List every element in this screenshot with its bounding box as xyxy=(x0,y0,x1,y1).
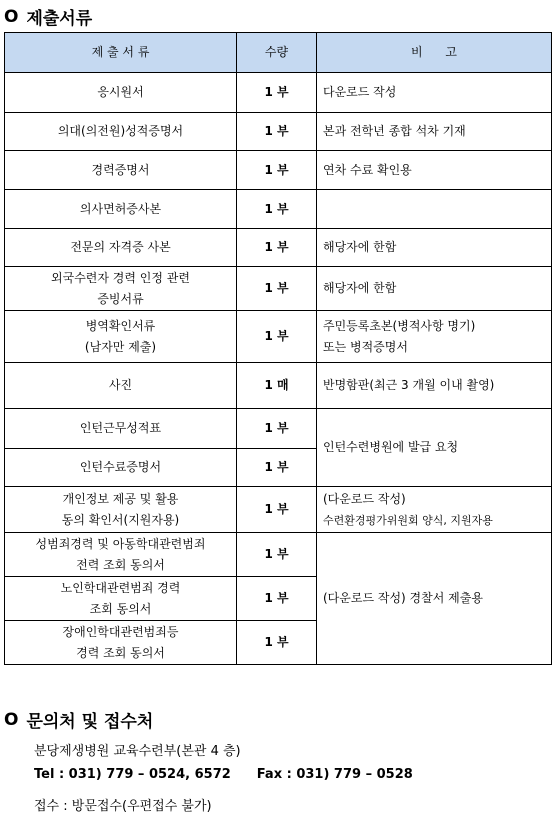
header-note: 비 고 xyxy=(317,33,552,73)
doc-name: 노인학대관련범죄 경력 조회 동의서 xyxy=(5,577,237,621)
doc-name: 병역확인서류 (남자만 제출) xyxy=(5,311,237,363)
doc-note xyxy=(317,190,552,229)
doc-name: 장애인학대관련범죄등 경력 조회 동의서 xyxy=(5,621,237,665)
table-row xyxy=(5,267,552,311)
doc-note: 해당자에 한함 xyxy=(317,229,552,267)
doc-qty: 1 매 xyxy=(237,363,317,409)
doc-note: 인턴수련병원에 발급 요청 xyxy=(317,409,552,487)
doc-name: 개인정보 제공 및 활용 동의 확인서(지원자용) xyxy=(5,487,237,533)
table-row xyxy=(5,533,552,577)
section-title-text: 제출서류 xyxy=(26,9,93,29)
doc-name: 사진 xyxy=(5,363,237,409)
doc-note: 해당자에 한함 xyxy=(317,267,552,311)
header-name: 제 출 서 류 xyxy=(5,33,237,73)
header-qty: 수량 xyxy=(237,33,317,73)
contact-department: 분당제생병원 교육수련부(본관 4 층) xyxy=(34,744,241,759)
table-row xyxy=(5,190,552,229)
doc-qty: 1 부 xyxy=(237,229,317,267)
doc-qty: 1 부 xyxy=(237,409,317,449)
doc-note: 연차 수료 확인용 xyxy=(317,151,552,190)
doc-qty: 1 부 xyxy=(237,487,317,533)
table-row xyxy=(5,229,552,267)
doc-name: 의대(의전원)성적증명서 xyxy=(5,113,237,151)
contact-fax: Fax : 031) 779 – 0528 xyxy=(256,767,413,782)
doc-note: 본과 전학년 종합 석차 기재 xyxy=(317,113,552,151)
section-title-contact xyxy=(4,707,153,732)
doc-name: 성범죄경력 및 아동학대관련범죄 전력 조회 동의서 xyxy=(5,533,237,577)
doc-qty: 1 부 xyxy=(237,267,317,311)
table-row xyxy=(5,487,552,533)
table-row xyxy=(5,311,552,363)
doc-note: (다운로드 작성) 수련환경평가위원회 양식, 지원자용 xyxy=(317,487,552,533)
doc-note: (다운로드 작성) 경찰서 제출용 xyxy=(317,533,552,665)
doc-name: 외국수련자 경력 인정 관련 증빙서류 xyxy=(5,267,237,311)
contact-phone-line xyxy=(34,767,413,782)
doc-qty: 1 부 xyxy=(237,311,317,363)
table-row xyxy=(5,113,552,151)
doc-qty: 1 부 xyxy=(237,190,317,229)
doc-name: 인턴수료증명서 xyxy=(5,449,237,487)
table-row xyxy=(5,73,552,113)
doc-name: 의사면허증사본 xyxy=(5,190,237,229)
doc-qty: 1 부 xyxy=(237,449,317,487)
doc-name: 전문의 자격증 사본 xyxy=(5,229,237,267)
contact-receipt: 접수 : 방문접수(우편접수 불가) xyxy=(34,799,212,814)
section-title-text: 문의처 및 접수처 xyxy=(26,712,154,732)
doc-note: 주민등록초본(병적사항 명기) 또는 병적증명서 xyxy=(317,311,552,363)
table-row xyxy=(5,363,552,409)
table-header-row xyxy=(5,33,552,73)
doc-qty: 1 부 xyxy=(237,113,317,151)
doc-note: 반명함판(최근 3 개월 이내 촬영) xyxy=(317,363,552,409)
doc-name: 응시원서 xyxy=(5,73,237,113)
table-row xyxy=(5,409,552,449)
contact-tel: Tel : 031) 779 – 0524, 6572 xyxy=(34,767,231,782)
doc-name: 인턴근무성적표 xyxy=(5,409,237,449)
doc-qty: 1 부 xyxy=(237,621,317,665)
doc-name: 경력증명서 xyxy=(5,151,237,190)
documents-table xyxy=(4,32,552,665)
doc-qty: 1 부 xyxy=(237,151,317,190)
doc-qty: 1 부 xyxy=(237,533,317,577)
table-row xyxy=(5,151,552,190)
bullet-mark: O xyxy=(4,6,19,27)
doc-qty: 1 부 xyxy=(237,577,317,621)
section-title-documents xyxy=(4,4,92,29)
bullet-mark: O xyxy=(4,709,19,730)
doc-qty: 1 부 xyxy=(237,73,317,113)
doc-note: 다운로드 작성 xyxy=(317,73,552,113)
